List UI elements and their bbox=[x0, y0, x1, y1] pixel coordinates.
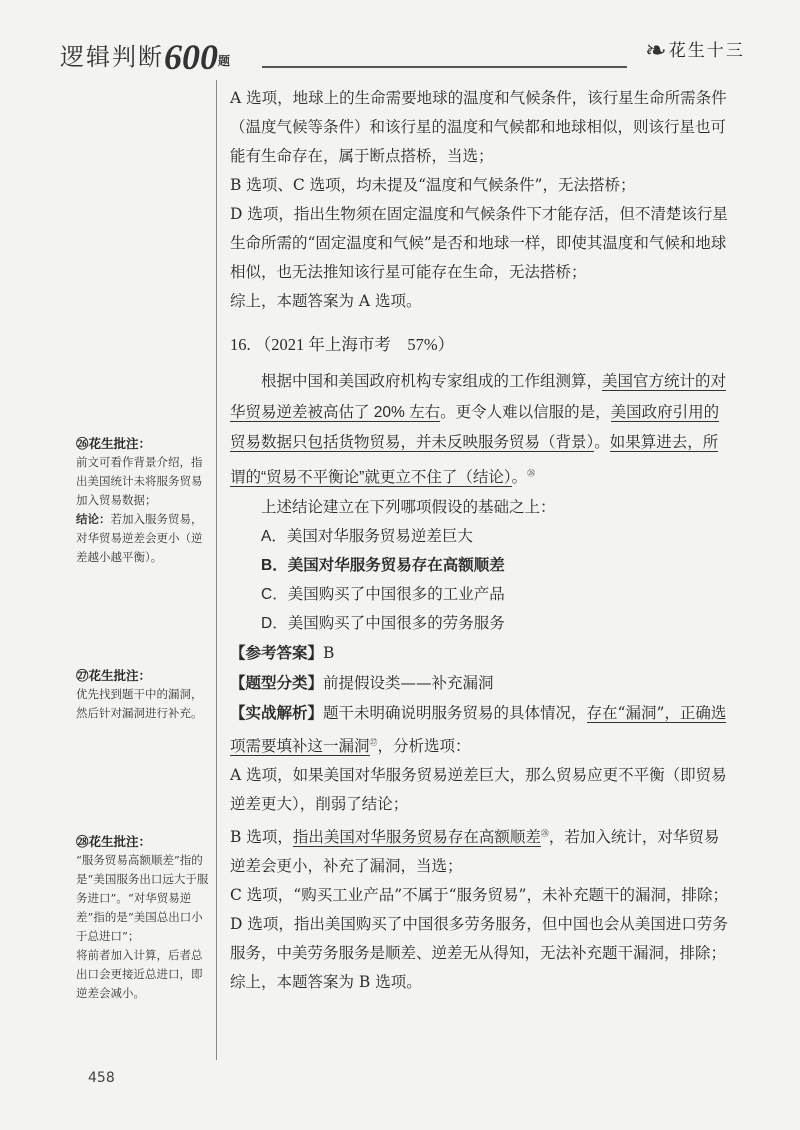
question-passage: 根据中国和美国政府机构专家组成的工作组测算，美国官方统计的对华贸易逆差被高估了 20% 左右。更令人难以信服的是，美国政府引用的贸易数据只包括货物贸易，并未反映服务贸易（背景）。如果算进去，所谓的“贸易不平衡论”就更立不住了（结论）。$^㉘$ bbox=[230, 373, 727, 486]
main-content bbox=[230, 84, 730, 997]
prev-option-d: D 选项，指出生物须在固定温度和气候条件下才能存活，但不清楚该行星生命所需的“固定温度和气候”是否和地球一样，即使其温度和气候和地球相似，也无法推知该行星可能存在生命，无法搭桥； bbox=[230, 205, 728, 281]
analysis-intro: 【实战解析】题干未明确说明服务贸易的具体情况，存在“漏洞”，正确选项需要填补这一漏洞$^㉗$，分析选项： bbox=[230, 703, 727, 756]
brand-label: ❧花生十三 bbox=[645, 36, 745, 66]
prev-option-a: A 选项，地球上的生命需要地球的温度和气候条件，该行星生命所需条件（温度气候等条件）和该行星的温度和气候都和地球相似，则该行星也可能有生命存在，属于断点搭桥，当选； bbox=[230, 89, 727, 165]
question-heading: 16. （2021 年上海市考 57%） bbox=[230, 335, 455, 354]
option-c: C．美国购买了中国很多的工业产品 bbox=[261, 586, 505, 604]
option-a: A．美国对华服务贸易逆差巨大 bbox=[261, 528, 473, 546]
option-b: B．美国对华服务贸易存在高额顺差 bbox=[261, 557, 505, 575]
prev-conclusion: 综上，本题答案为 A 选项。 bbox=[230, 292, 422, 310]
annotation-28: ㉘花生批注： “服务贸易高额顺差”指的是“美国服务出口远大于服务进口”。“对华贸易逆差”指的是“美国总出口小于总进口”； 将前者加入计算，后者总出口会更接近总进口，即逆差会减小。 bbox=[76, 834, 209, 1000]
book-title: 逻辑判断600题 bbox=[60, 37, 233, 77]
analysis-conclusion: 综上，本题答案为 B 选项。 bbox=[230, 973, 422, 992]
annotation-27: ㉗花生批注： 优先找到题干中的漏洞，然后针对漏洞进行补充。 bbox=[76, 668, 203, 720]
analysis-option-b: B 选项，指出美国对华服务贸易存在高额顺差$^㉘$，若加入统计，对华贸易逆差会更小，补充了漏洞，当选； bbox=[230, 828, 720, 876]
analysis-option-c: C 选项，“购买工业产品”不属于“服务贸易”，未补充题干的漏洞，排除； bbox=[230, 886, 728, 905]
prev-option-bc: B 选项、C 选项，均未提及“温度和气候条件”，无法搭桥； bbox=[230, 176, 636, 194]
reference-answer: 【参考答案】B bbox=[230, 643, 335, 663]
page-header bbox=[0, 0, 800, 80]
analysis-option-a: A 选项，如果美国对华服务贸易逆差巨大，那么贸易应更不平衡（即贸易逆差更大），削弱了结论； bbox=[230, 766, 727, 814]
question-stem: 上述结论建立在下列哪项假设的基础之上： bbox=[261, 499, 556, 517]
peanut-leaf-icon: ❧ bbox=[645, 36, 669, 66]
analysis-option-d: D 选项，指出美国购买了中国很多劳务服务，但中国也会从美国进口劳务服务，中美劳务服务是顺差、逆差无从得知，无法补充题干漏洞，排除； bbox=[230, 915, 728, 963]
question-type: 【题型分类】前提假设类——补充漏洞 bbox=[230, 673, 494, 693]
annotation-26: ㉖花生批注： 前文可看作背景介绍，指出美国统计未将服务贸易加入贸易数据； 结论：若加入服务贸易，对华贸易逆差会更小（逆差越小越平衡）。 bbox=[76, 436, 203, 564]
option-d: D．美国购买了中国很多的劳务服务 bbox=[261, 615, 505, 633]
header-rule bbox=[262, 66, 627, 68]
margin-divider bbox=[216, 80, 217, 1060]
page-number: 458 bbox=[88, 1070, 115, 1086]
